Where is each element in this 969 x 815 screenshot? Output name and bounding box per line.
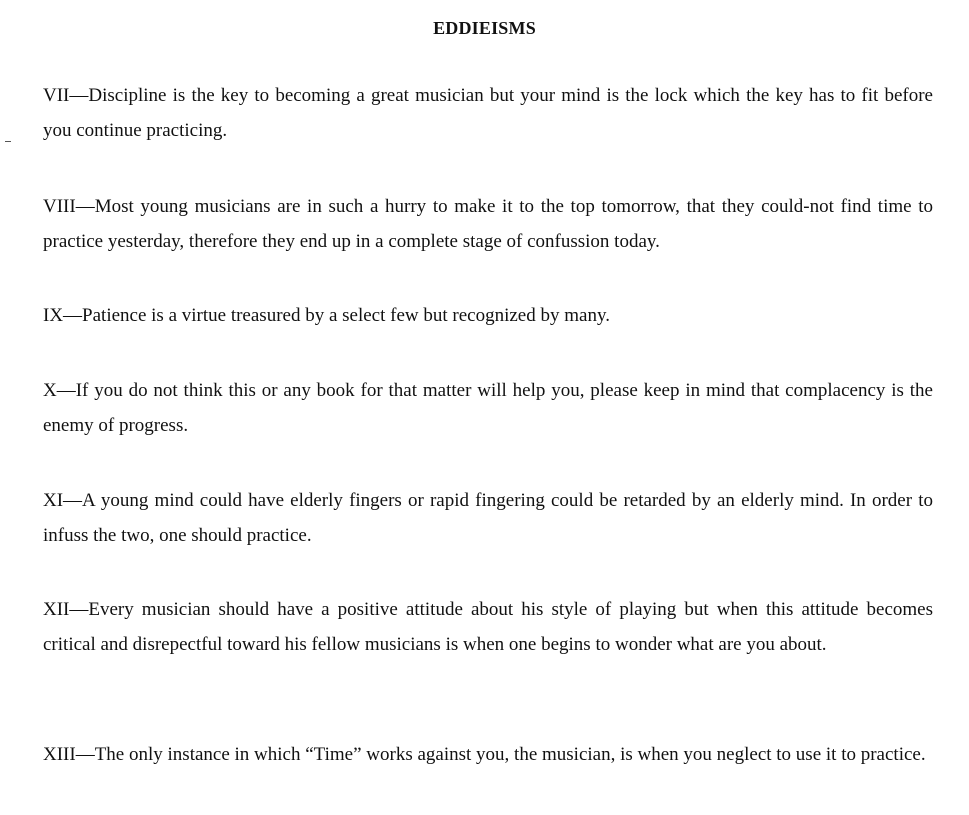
page-title: EDDIEISMS xyxy=(433,18,536,38)
paragraph-viii: VIII—Most young musicians are in such a hurry to make it to the top tomorrow, that they could-not find time to practice yesterday, therefore they end up in a complete stage of confussion today. xyxy=(43,196,933,252)
margin-mark xyxy=(5,141,11,142)
paragraph-xiii: XIII—The only instance in which “Time” works against you, the musician, is when you neglect to use it to practice. xyxy=(43,744,926,765)
paragraph-x: X—If you do not think this or any book for that matter will help you, please keep in mind that complacency is the enemy of progress. xyxy=(43,380,933,436)
paragraph-ix: IX—Patience is a virtue treasured by a select few but recognized by many. xyxy=(43,305,610,326)
paragraph-xii: XII—Every musician should have a positive attitude about his style of playing but when this attitude becomes critical and disrepectful toward his fellow musicians is when one begins to wonder what are you about. xyxy=(43,599,933,655)
paragraph-vii: VII—Discipline is the key to becoming a great musician but your mind is the lock which the key has to fit before you continue practicing. xyxy=(43,85,933,141)
paragraph-xi: XI—A young mind could have elderly fingers or rapid fingering could be retarded by an elderly mind. In order to infuss the two, one should practice. xyxy=(43,490,933,546)
